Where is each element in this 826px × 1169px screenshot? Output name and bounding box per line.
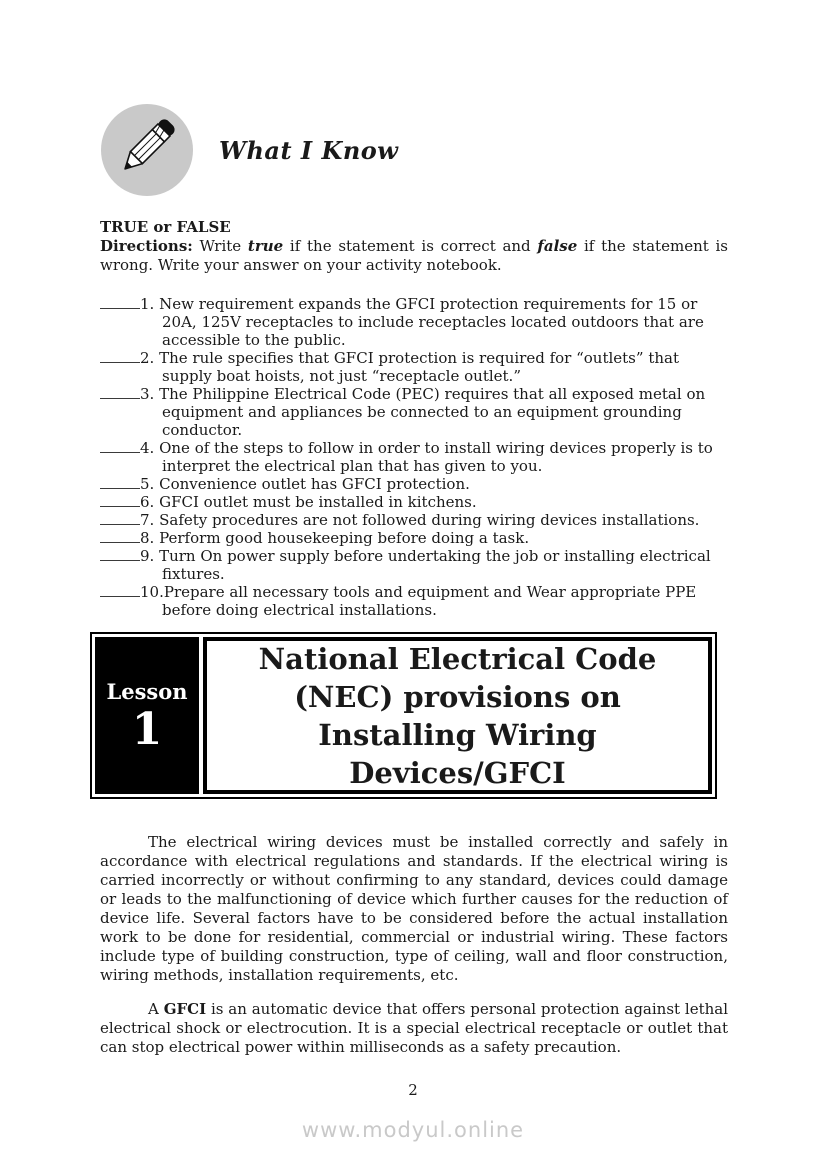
item-number: 7. [140,511,160,529]
item-text: GFCI outlet must be installed in kitchens. [159,493,477,511]
true-false-item [100,493,728,511]
directions-label: Directions: [100,237,193,255]
false-keyword: false [537,237,578,255]
lesson-title-line: (NEC) provisions on [294,679,621,714]
answer-blank [100,494,140,507]
item-text: One of the steps to follow in order to install wiring devices properly is to interpret the electrical plan that has given to you. [159,439,713,475]
answer-blank [100,476,140,489]
item-text: New requirement expands the GFCI protection requirements for 15 or 20A, 125V receptacles to include receptacles located outdoors that are accessible to the public. [159,295,704,349]
true-false-item [100,529,728,547]
answer-blank [100,350,140,363]
item-text: Prepare all necessary tools and equipment and Wear appropriate PPE before doing electrical installations. [162,583,697,619]
item-number: 9. [140,547,160,565]
section-header [100,103,728,197]
item-text: The rule specifies that GFCI protection is required for “outlets” that supply boat hoists, not just “receptacle outlet.” [159,349,679,385]
item-number: 1. [140,295,160,313]
true-keyword: true [247,237,284,255]
answer-blank [100,512,140,525]
answer-blank [100,548,140,561]
watermark: www.modyul.online [301,1118,525,1142]
pencil-icon [100,103,194,197]
directions-text: if the statement is correct and [283,237,538,255]
item-text: Convenience outlet has GFCI protection. [159,475,470,493]
page-title: What I Know [219,135,399,165]
answer-blank [100,296,140,309]
item-number: 2. [140,349,160,367]
item-number: 8. [140,529,160,547]
answer-blank [100,584,140,597]
true-false-item [100,547,728,583]
item-text: Safety procedures are not followed during wiring devices installations. [159,511,700,529]
paragraph-text: A [148,1000,164,1018]
directions-text: Write [192,237,248,255]
item-text: Turn On power supply before undertaking the job or installing electrical fixtures. [159,547,711,583]
true-false-item [100,385,728,439]
item-number: 4. [140,439,160,457]
answer-blank [100,386,140,399]
item-number: 10. [140,583,164,601]
true-false-item [100,295,728,349]
lesson-banner [90,632,717,799]
answer-blank [100,530,140,543]
true-false-item [100,583,728,619]
body-paragraph-2 [100,1000,728,1057]
true-false-item [100,349,728,385]
lesson-title-box [203,637,712,794]
lesson-title-line: Devices/GFCI [349,755,566,790]
true-false-item [100,475,728,493]
paragraph-text: is an automatic device that offers personal protection against lethal electrical shock or electrocution. It is a special electrical receptacle or outlet that can stop electrical power within milliseconds as a safety precaution. [100,1000,728,1056]
item-text: The Philippine Electrical Code (PEC) requires that all exposed metal on equipment and appliances be connected to an equipment grounding conductor. [159,385,706,439]
body-paragraph-1: The electrical wiring devices must be installed correctly and safely in accordance with electrical regulations and standards. If the electrical wiring is carried incorrectly or without confirming to any standard, devices could damage or leads to the malfunctioning of device which further causes for the reduction of device life. Several factors have to be considered before the actual installation work to be done for residential, commercial or industrial wiring. These factors include type of building construction, type of ceiling, wall and floor construction, wiring methods, installation requirements, etc. [100,833,728,984]
lesson-title-line: National Electrical Code [258,641,657,676]
true-false-section [100,218,728,619]
item-text: Perform good housekeeping before doing a task. [159,529,530,547]
lesson-number: 1 [131,704,163,755]
lesson-title-line: Installing Wiring [318,717,597,752]
lesson-label: Lesson [106,679,188,704]
quiz-heading: TRUE or FALSE [100,218,231,236]
directions-text: if the statement is wrong. Write your answer on your activity notebook. [100,237,728,274]
lesson-number-box [95,637,199,794]
page-number: 2 [408,1081,418,1099]
true-false-item [100,439,728,475]
page-content [100,0,728,1057]
quiz-directions [100,237,728,275]
true-false-list [100,295,728,619]
true-false-item [100,511,728,529]
gfci-keyword: GFCI [163,1000,207,1018]
item-number: 5. [140,475,160,493]
answer-blank [100,440,140,453]
item-number: 6. [140,493,160,511]
item-number: 3. [140,385,160,403]
